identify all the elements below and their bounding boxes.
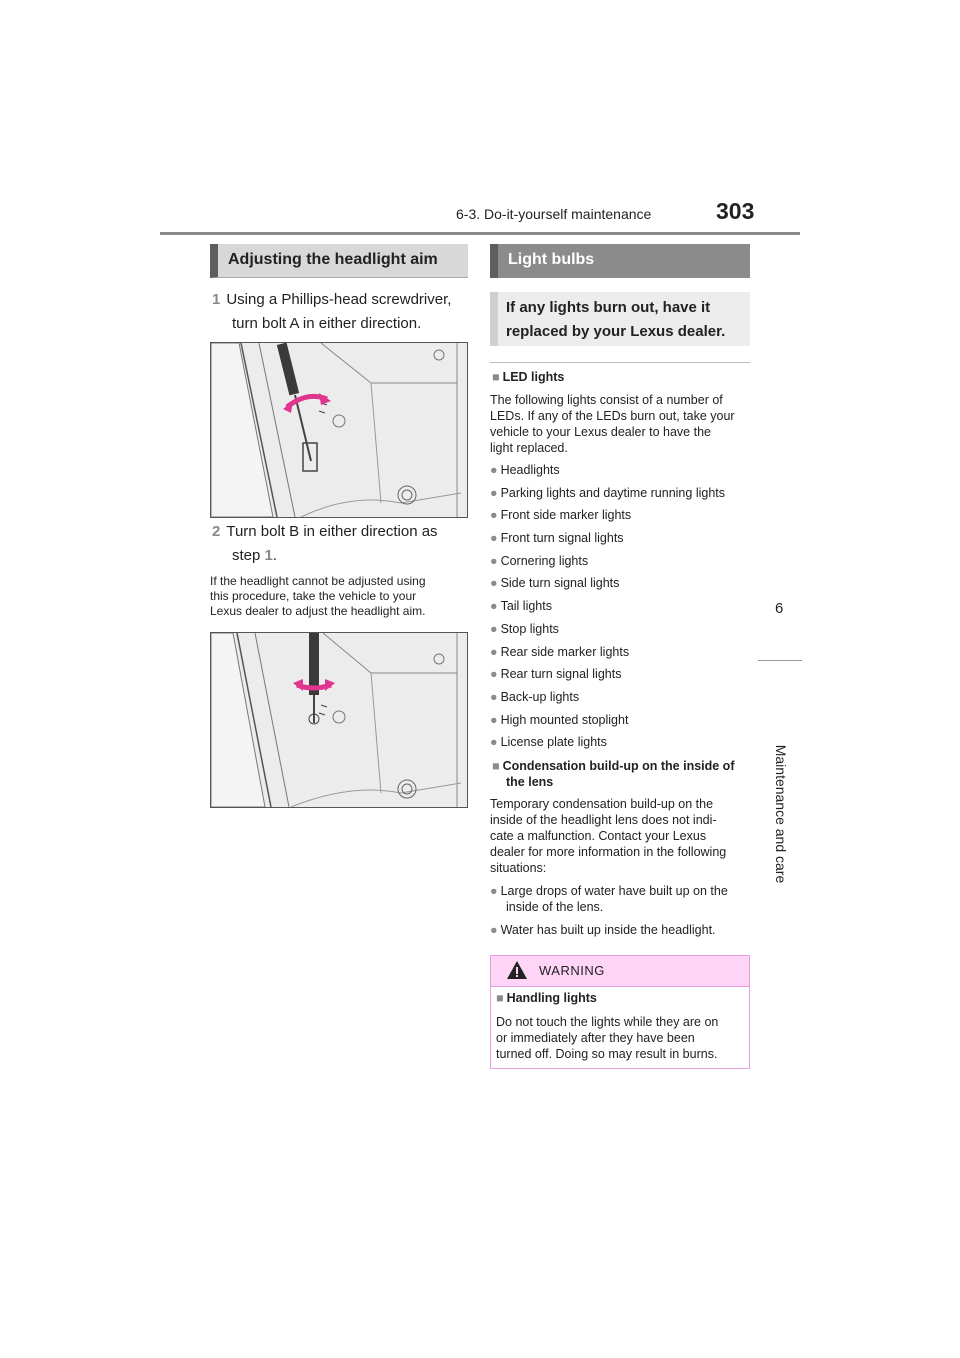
figure-bolt-b — [210, 632, 468, 808]
section-heading-headlight-aim — [210, 244, 468, 278]
step-reference: 1 — [264, 547, 273, 564]
list-item-text: High mounted stoplight — [500, 712, 629, 727]
list-item-text: License plate lights — [500, 735, 607, 750]
list-item — [490, 553, 752, 576]
subheading-led — [492, 370, 564, 384]
bullet-icon: ● — [490, 553, 498, 568]
figure-bolt-a — [210, 342, 468, 518]
para-line: cate a malfunction. Contact your Lexus — [490, 829, 707, 843]
para-line: situations: — [490, 861, 547, 875]
para-line: inside of the headlight lens does not indi- — [490, 813, 717, 827]
list-item — [490, 507, 752, 530]
list-item-text: Water has built up inside the headlight. — [500, 923, 716, 937]
warning-line: turned off. Doing so may result in burns. — [496, 1047, 718, 1061]
step-text-cont: step — [232, 547, 261, 564]
list-item-text: Rear turn signal lights — [500, 667, 622, 682]
note-line: Lexus dealer to adjust the headlight aim. — [210, 604, 426, 618]
list-item-text: Tail lights — [500, 599, 552, 614]
list-item-text: Front side marker lights — [500, 508, 632, 523]
square-bullet-icon: ■ — [492, 370, 500, 384]
subheading-text: LED lights — [502, 370, 565, 384]
para-line: LEDs. If any of the LEDs burn out, take your — [490, 409, 735, 423]
bullet-icon: ● — [490, 463, 498, 477]
bullet-icon: ● — [490, 712, 498, 727]
warning-label: WARNING — [539, 963, 605, 978]
step-number: 2 — [212, 523, 221, 540]
warning-title — [496, 991, 597, 1005]
section-heading-text: Light bulbs — [508, 251, 595, 268]
step-1 — [212, 288, 472, 336]
list-item-text: Headlights — [500, 463, 560, 477]
led-list — [490, 462, 752, 757]
aim-note — [210, 574, 470, 619]
warning-line: or immediately after they have been — [496, 1031, 695, 1045]
list-item — [490, 575, 752, 598]
bullet-icon: ● — [490, 485, 498, 500]
para-line: dealer for more information in the following — [490, 845, 727, 859]
para-line: The following lights consist of a number of — [490, 393, 723, 407]
note-line: If the headlight cannot be adjusted using — [210, 574, 426, 588]
bullet-icon: ● — [490, 531, 498, 546]
callout-box — [490, 292, 750, 346]
step-text: Turn bolt B in either direction as — [226, 523, 438, 540]
headlight-illustration-1 — [211, 343, 467, 517]
list-item — [490, 485, 752, 508]
chapter-number: 6 — [775, 600, 784, 617]
warning-title-text: Handling lights — [506, 991, 597, 1005]
condensation-list — [490, 883, 752, 938]
section-heading-text: Adjusting the headlight aim — [228, 251, 438, 268]
bullet-icon: ● — [490, 599, 498, 614]
condensation-paragraph — [490, 796, 752, 876]
callout-line: replaced by your Lexus dealer. — [506, 323, 726, 340]
list-item — [490, 689, 752, 712]
bullet-icon: ● — [490, 621, 498, 636]
list-item-text-cont: inside of the lens. — [506, 900, 604, 914]
divider — [490, 362, 750, 363]
callout-line: If any lights burn out, have it — [506, 299, 711, 316]
chapter-label: Maintenance and care — [773, 744, 789, 884]
list-item-text: Side turn signal lights — [500, 576, 620, 591]
bullet-icon: ● — [490, 689, 498, 704]
running-header-section: 6-3. Do-it-yourself maintenance — [456, 206, 652, 222]
warning-line: Do not touch the lights while they are on — [496, 1015, 719, 1029]
list-item-text: Rear side marker lights — [500, 644, 630, 659]
list-item-text: Large drops of water have built up on the — [500, 884, 728, 898]
section-heading-light-bulbs — [490, 244, 750, 278]
list-item-text: Front turn signal lights — [500, 531, 624, 546]
square-bullet-icon: ■ — [496, 991, 504, 1005]
bullet-icon: ● — [490, 644, 498, 659]
bullet-icon: ● — [490, 667, 498, 682]
para-line: vehicle to your Lexus dealer to have the — [490, 425, 711, 439]
list-item — [490, 666, 752, 689]
bullet-icon: ● — [490, 735, 498, 750]
list-item-text: Stop lights — [500, 621, 559, 636]
list-item — [490, 734, 752, 757]
step-text-cont: turn bolt A in either direction. — [232, 315, 422, 332]
note-line: this procedure, take the vehicle to your — [210, 589, 417, 603]
list-item — [490, 922, 752, 938]
para-line: Temporary condensation build-up on the — [490, 797, 714, 811]
page-number: 303 — [716, 198, 755, 224]
square-bullet-icon: ■ — [492, 759, 500, 773]
subheading-condensation — [492, 758, 754, 790]
warning-header — [491, 956, 749, 987]
list-item — [490, 712, 752, 735]
list-item — [490, 598, 752, 621]
list-item — [490, 883, 752, 915]
warning-text — [496, 1014, 748, 1062]
headlight-illustration-2 — [211, 633, 467, 807]
list-item — [490, 621, 752, 644]
list-item-text: Cornering lights — [500, 553, 589, 568]
subheading-text: Condensation build-up on the inside of — [502, 759, 735, 773]
list-item — [490, 462, 752, 485]
list-item — [490, 530, 752, 553]
step-text: Using a Phillips-head screwdriver, — [226, 291, 452, 308]
bullet-icon: ● — [490, 884, 498, 898]
step-period: . — [272, 547, 278, 564]
list-item-text: Back-up lights — [500, 689, 580, 704]
step-number: 1 — [212, 291, 221, 308]
led-paragraph — [490, 392, 752, 456]
list-item-text: Parking lights and daytime running lights — [500, 485, 725, 500]
step-2 — [212, 520, 472, 568]
chapter-tab-rule — [758, 660, 802, 661]
para-line: light replaced. — [490, 441, 568, 455]
header-rule — [160, 232, 800, 235]
warning-triangle-icon — [506, 960, 528, 980]
subheading-text-cont: the lens — [506, 775, 554, 789]
bullet-icon: ● — [490, 576, 498, 591]
bullet-icon: ● — [490, 508, 498, 523]
bullet-icon: ● — [490, 923, 498, 937]
list-item — [490, 644, 752, 667]
